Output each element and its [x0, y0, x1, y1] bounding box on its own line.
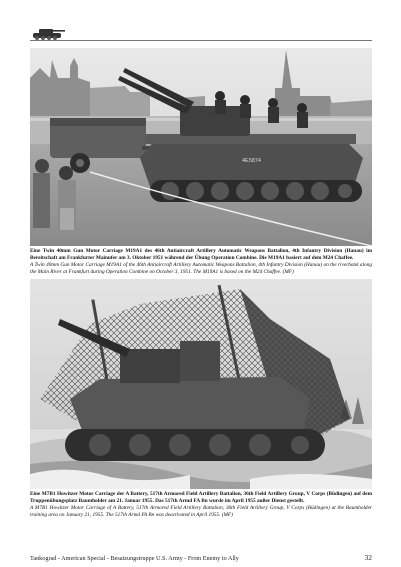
footer-text: Tankograd - American Special - Besatzungstruppe U.S. Army - From Enemy to Ally — [30, 555, 239, 562]
page-number: 32 — [364, 553, 372, 562]
hull-marking: 4E5874 — [242, 158, 261, 164]
photo-m7b1-baumholder — [30, 279, 372, 489]
caption-top-german: Eine Twin 40mm Gun Motor Carriage M19A1 des 46th Antiaircraft Artillery Automatic Weapons Battalion, 4th Infantry Division (Hanau) im Bereitschaft am Frankfurter Mainufer am 3. Oktober 1951 während der Übung Operation Combine. Die M19A1 basiert auf dem M24 Chaffee. — [30, 248, 372, 261]
tank-silhouette-icon — [30, 22, 66, 42]
caption-top-english: A Twin 40mm Gun Motor Carriage M19A1 of the 46th Antiaircraft Artillery Automatic Weapons Battalion, 4th Infantry Division (Hanau) on the riverbank along the Main River at Frankfurt during Operation Combine on October 3, 1951. The M19A1 is based on the M24 Chaffee. (MF) — [30, 262, 372, 275]
photo-m19a1-frankfurt — [30, 48, 372, 246]
caption-bottom — [30, 491, 372, 519]
header-rule — [30, 40, 372, 41]
caption-bottom-german: Eine M7B1 Howitzer Motor Carriage der A Battery, 517th Armored Field Artillery Battalion, 36th Field Artillery Group, V Corps (Büdingen) auf dem Truppenübungsplatz Baumholder am 21. Januar 1955. Das 517th Armd FA Bn wurde im April 1955 außer Dienst gestellt. — [30, 491, 372, 504]
caption-top — [30, 248, 372, 276]
caption-bottom-english: A M7B1 Howitzer Motor Carriage of A Battery, 517th Armored Field Artillery Battalion, 36th Field Artillery Group, V Corps (Büdingen) at the Baumholder training area on January 21, 1955. The 517th Armd FA Bn was deactivated in April 1955. (MF) — [30, 505, 372, 518]
